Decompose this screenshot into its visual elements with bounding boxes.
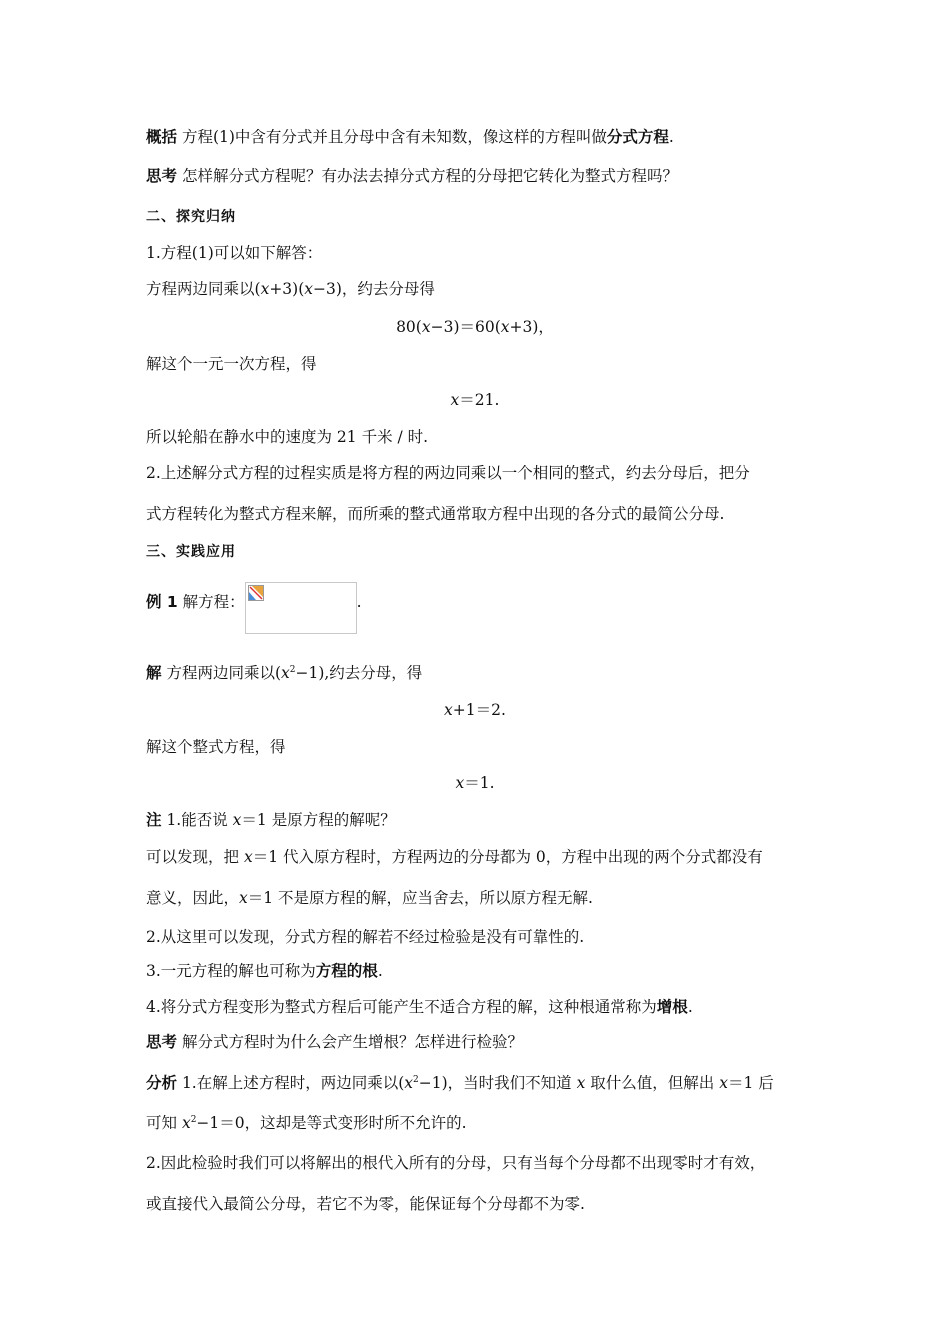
text: 方程(1)中含有分式并且分母中含有未知数，像这样的方程叫做 (177, 128, 607, 146)
paragraph-12a: 2.因此检验时我们可以将解出的根代入所有的分母，只有当每个分母都不出现零时才有效， (146, 1154, 766, 1172)
broken-image-icon (248, 585, 264, 601)
text: 1.在解上述方程时，两边同乘以( (177, 1074, 405, 1092)
var: x (450, 391, 460, 409)
superscript: 2 (289, 664, 296, 675)
var: x (232, 811, 242, 829)
label-sikao: 思考 (146, 167, 178, 185)
paragraph-5b: 式方程转化为整式方程来解，而所乘的整式通常取方程中出现的各分式的最简公分母. (146, 505, 725, 523)
paragraph-7b (146, 888, 593, 908)
paragraph-4: 所以轮船在静水中的速度为 21 千米 / 时. (146, 428, 429, 446)
equation-2 (0, 390, 950, 410)
var: x (243, 848, 253, 866)
paragraph-9 (146, 961, 383, 981)
label-example: 例 1 (146, 593, 178, 611)
equation-4 (0, 773, 950, 793)
analysis-paragraph (146, 1073, 774, 1093)
text: 取什么值，但解出 (585, 1074, 720, 1092)
text: 方程两边同乘以( (146, 280, 261, 298)
text: . (687, 998, 693, 1016)
equation-3 (0, 700, 950, 720)
summary-paragraph (146, 127, 674, 147)
var: x (181, 1114, 191, 1132)
text: 80( (396, 318, 422, 336)
text: −3)＝60( (430, 318, 501, 336)
text: ＝1 后 (727, 1074, 774, 1092)
example-1 (146, 592, 362, 634)
paragraph-10 (146, 997, 693, 1017)
text: 可以发现，把 (146, 848, 244, 866)
equation-image-placeholder (245, 582, 357, 634)
section-heading-3: 三、实践应用 (146, 544, 236, 560)
var: x (719, 1074, 728, 1092)
var: x (444, 701, 453, 719)
label-jie: 解 (146, 664, 162, 682)
text: . (356, 593, 362, 611)
text: . (377, 962, 383, 980)
text: ＝21. (459, 391, 500, 409)
text: 4.将分式方程变形为整式方程后可能产生不适合方程的解，这种根通常称为 (146, 998, 657, 1016)
text: 1.能否说 (161, 811, 233, 829)
text: ＝1 是原方程的解呢？ (241, 811, 396, 829)
label-gaikuo: 概括 (146, 128, 178, 146)
superscript: 2 (413, 1074, 419, 1085)
text: +3)， (509, 318, 554, 336)
var: x (260, 280, 270, 298)
var: x (500, 318, 510, 336)
var: x (455, 774, 465, 792)
text: ＝1 代入原方程时，方程两边的分母都为 0，方程中出现的两个分式都没有 (252, 848, 763, 866)
term-extraneous-root: 增根 (656, 998, 688, 1016)
section-heading-2: 二、探究归纳 (146, 209, 236, 225)
text: 可知 (146, 1114, 182, 1132)
paragraph-5a: 2.上述解分式方程的过程实质是将方程的两边同乘以一个相同的整式，约去分母后，把分 (146, 464, 750, 482)
var: x (576, 1074, 586, 1092)
term-root: 方程的根 (315, 962, 378, 980)
paragraph-8: 2.从这里可以发现，分式方程的解若不经过检验是没有可靠性的. (146, 928, 585, 946)
var: x (304, 280, 314, 298)
var: x (281, 664, 290, 682)
text: +3)( (269, 280, 305, 298)
text: −1)，当时我们不知道 (418, 1074, 577, 1092)
text: 意义，因此， (146, 889, 240, 907)
var: x (239, 889, 248, 907)
paragraph-1: 1.方程(1)可以如下解答： (146, 244, 323, 262)
think-paragraph-1 (146, 166, 678, 186)
paragraph-7a (146, 847, 763, 867)
text: −1),约去分母，得 (295, 664, 423, 682)
text: . (668, 128, 674, 146)
solution-paragraph (146, 663, 422, 683)
text: −3)，约去分母得 (313, 280, 435, 298)
equation-1 (0, 317, 950, 337)
term-fractional-equation: 分式方程 (606, 128, 669, 146)
text: 解方程： (177, 593, 245, 611)
note-paragraph (146, 810, 396, 830)
label-sikao: 思考 (146, 1033, 178, 1051)
paragraph-2 (146, 279, 435, 299)
text: ＝1. (464, 774, 495, 792)
text: 方程两边同乘以( (161, 664, 281, 682)
paragraph-12b: 或直接代入最简公分母，若它不为零，能保证每个分母都不为零. (146, 1195, 585, 1213)
var: x (421, 318, 431, 336)
label-fenxi: 分析 (146, 1074, 178, 1092)
text: 怎样解分式方程呢？有办法去掉分式方程的分母把它转化为整式方程吗？ (177, 167, 678, 185)
text: 3.一元方程的解也可称为 (146, 962, 316, 980)
text: 解分式方程时为什么会产生增根？怎样进行检验？ (177, 1033, 523, 1051)
text: +1＝2. (452, 701, 506, 719)
var: x (404, 1074, 414, 1092)
paragraph-6: 解这个整式方程，得 (146, 738, 286, 756)
superscript: 2 (190, 1114, 197, 1125)
label-zhu: 注 (146, 811, 162, 829)
think-paragraph-2 (146, 1032, 523, 1052)
text: ＝1 不是原方程的解，应当舍去，所以原方程无解. (247, 889, 593, 907)
paragraph-3: 解这个一元一次方程，得 (146, 355, 317, 373)
paragraph-11 (146, 1113, 467, 1133)
text: −1＝0，这却是等式变形时所不允许的. (196, 1114, 467, 1132)
